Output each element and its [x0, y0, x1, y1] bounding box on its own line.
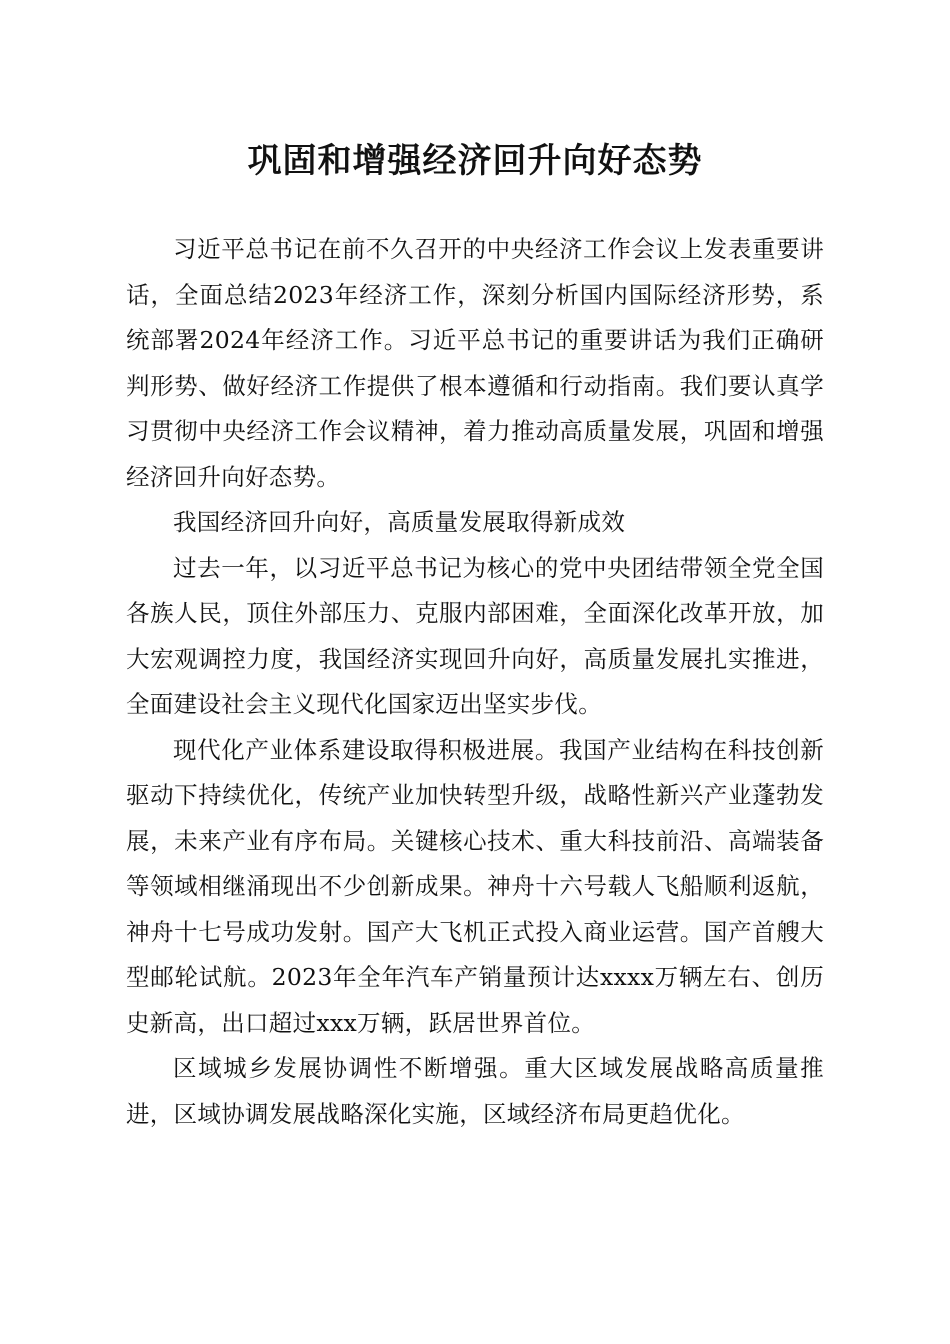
- document-body: [126, 227, 824, 1137]
- paragraph-intro: 习近平总书记在前不久召开的中央经济工作会议上发表重要讲话，全面总结2023年经济工作，深刻分析国内国际经济形势，系统部署2024年经济工作。习近平总书记的重要讲话为我们正确研判形势、做好经济工作提供了根本遵循和行动指南。我们要认真学习贯彻中央经济工作会议精神，着力推动高质量发展，巩固和增强经济回升向好态势。: [126, 235, 824, 491]
- paragraph-regional: 区域城乡发展协调性不断增强。重大区域发展战略高质量推进，区域协调发展战略深化实施，区域经济布局更趋优化。: [126, 1054, 824, 1128]
- document-title: 巩固和增强经济回升向好态势: [247, 141, 703, 181]
- paragraph-past-year: 过去一年，以习近平总书记为核心的党中央团结带领全党全国各族人民，顶住外部压力、克服内部困难，全面深化改革开放，加大宏观调控力度，我国经济实现回升向好，高质量发展扎实推进，全面建设社会主义现代化国家迈出坚实步伐。: [126, 553, 824, 718]
- section-heading: 我国经济回升向好，高质量发展取得新成效: [173, 508, 626, 536]
- paragraph-industry: 现代化产业体系建设取得积极进展。我国产业结构在科技创新驱动下持续优化，传统产业加快转型升级，战略性新兴产业蓬勃发展，未来产业有序布局。关键核心技术、重大科技前沿、高端装备等领域相继涌现出不少创新成果。神舟十六号载人飞船顺利返航，神舟十七号成功发射。国产大飞机正式投入商业运营。国产首艘大型邮轮试航。2023年全年汽车产销量预计达xxxx万辆左右、创历史新高，出口超过xxx万辆，跃居世界首位。: [126, 735, 824, 1037]
- document-page: [126, 0, 824, 1137]
